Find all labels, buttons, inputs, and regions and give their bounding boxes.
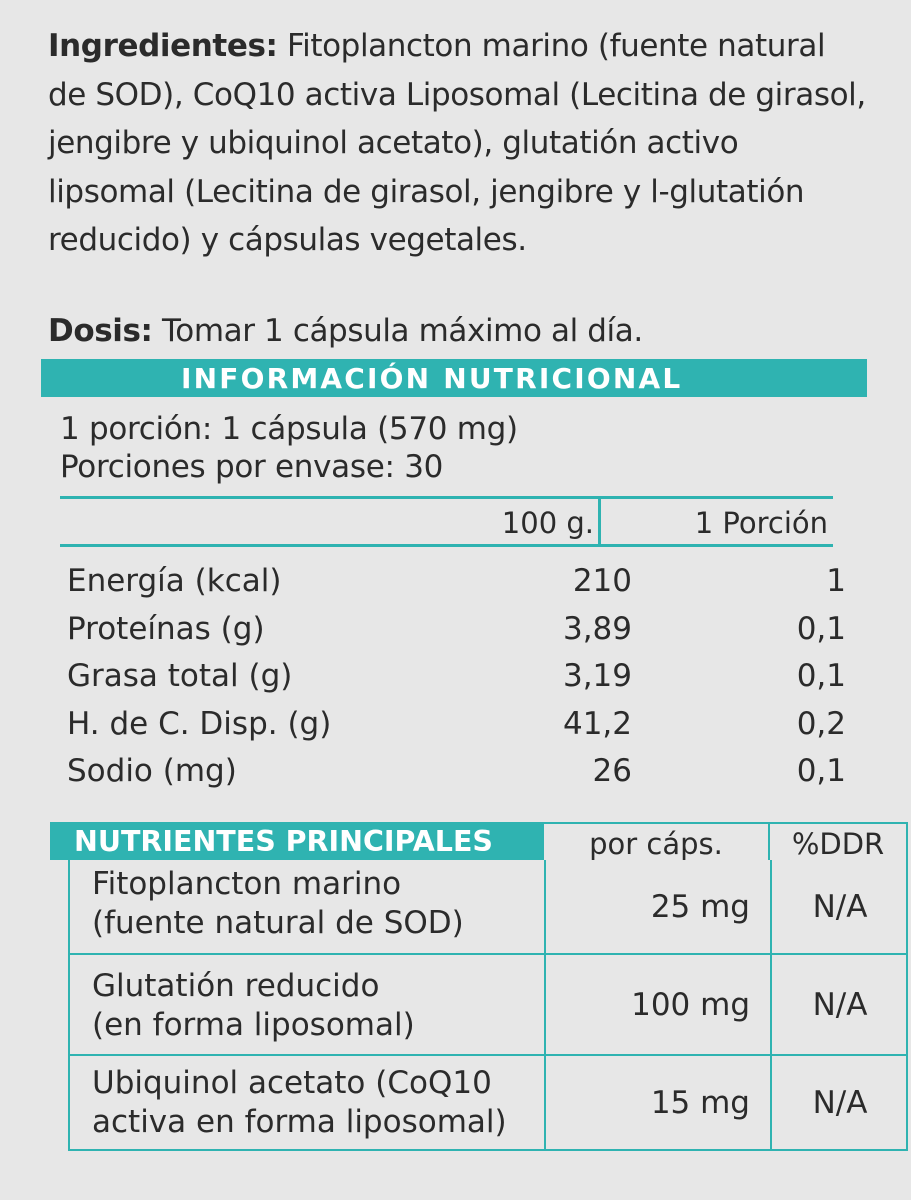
value-per-100g: 3,19 [562,658,632,694]
serving-size: 1 porción: 1 cápsula (570 mg) [60,411,518,447]
value-per-portion: 0,1 [796,658,846,694]
value-per-100g: 210 [572,563,632,599]
ingredients-body: Fitoplancton marino (fuente natural de SOD), CoQ10 activa Liposomal (Lecitina de girasol, jengibre y ubiquinol acetato), glutatión activo lipsomal (Lecitina de girasol, jengibre y l-glutatión reducido) y cápsulas vegetales. [48,28,866,258]
header-100g: 100 g. [501,506,594,540]
principal-row [68,955,908,1056]
principal-row [68,860,908,955]
principal-ddr [772,1056,908,1149]
header-ddr: %DDR [770,822,908,860]
nutrition-row [60,606,846,654]
nutrient-label: Grasa total (g) [67,658,293,694]
principal-amount-value: 15 mg [650,1084,750,1121]
value-per-portion: 1 [826,563,846,599]
value-per-100g: 41,2 [562,705,632,742]
nutrient-label: Sodio (mg) [67,753,237,789]
value-per-portion: 0,2 [796,705,846,742]
principal-ddr [772,955,908,1054]
nutrient-label: Energía (kcal) [67,563,282,599]
nutrition-row [60,653,846,701]
nutrient-label: Proteínas (g) [67,610,265,647]
nutrient-label: H. de C. Disp. (g) [67,705,332,742]
principal-amount [546,860,772,953]
value-per-portion: 0,1 [796,753,846,789]
header-per-capsule: por cáps. [544,822,770,860]
serving-info [60,410,760,486]
principal-name-line1: Glutatión reducido [92,968,380,1004]
value-per-portion: 0,1 [796,610,846,647]
principal-ddr [772,860,908,953]
dosis-text [48,308,868,354]
principal-name-line2: (en forma liposomal) [92,1007,415,1043]
principal-ddr-value: N/A [812,986,868,1023]
principal-ddr-value: N/A [812,1084,868,1121]
ingredients-label: Ingredientes: [48,28,278,64]
nutrition-row [60,701,846,749]
servings-per-container: Porciones por envase: 30 [60,449,444,485]
principal-name [70,955,546,1054]
table-header-rule [60,544,833,547]
nutrition-row [60,558,846,606]
principal-name [70,1056,546,1149]
nutrition-table [60,558,846,796]
ingredients-text [48,22,868,265]
principal-amount [546,1056,772,1149]
principal-name-line1: Fitoplancton marino [92,866,402,902]
nutrition-title-band: INFORMACIÓN NUTRICIONAL [41,359,867,397]
header-portion: 1 Porción [694,506,828,540]
principal-ddr-value: N/A [812,888,868,925]
value-per-100g: 26 [592,753,632,789]
principal-name-line2: (fuente natural de SOD) [92,905,464,941]
value-per-100g: 3,89 [562,610,632,647]
principal-row [68,1056,908,1151]
principal-nutrients-table [50,822,885,1152]
table-top-rule [60,496,833,499]
principal-name-line1: Ubiquinol acetato (CoQ10 [92,1065,492,1101]
column-separator [598,497,601,545]
dosis-label: Dosis: [48,313,153,349]
principal-title: NUTRIENTES PRINCIPALES [50,822,544,860]
principal-amount-value: 25 mg [650,888,750,925]
principal-name-line2: activa en forma liposomal) [92,1104,507,1140]
principal-amount [546,955,772,1054]
principal-name [70,860,546,953]
principal-amount-value: 100 mg [631,986,750,1023]
nutrition-row [60,748,846,796]
dosis-body: Tomar 1 cápsula máximo al día. [152,313,643,349]
